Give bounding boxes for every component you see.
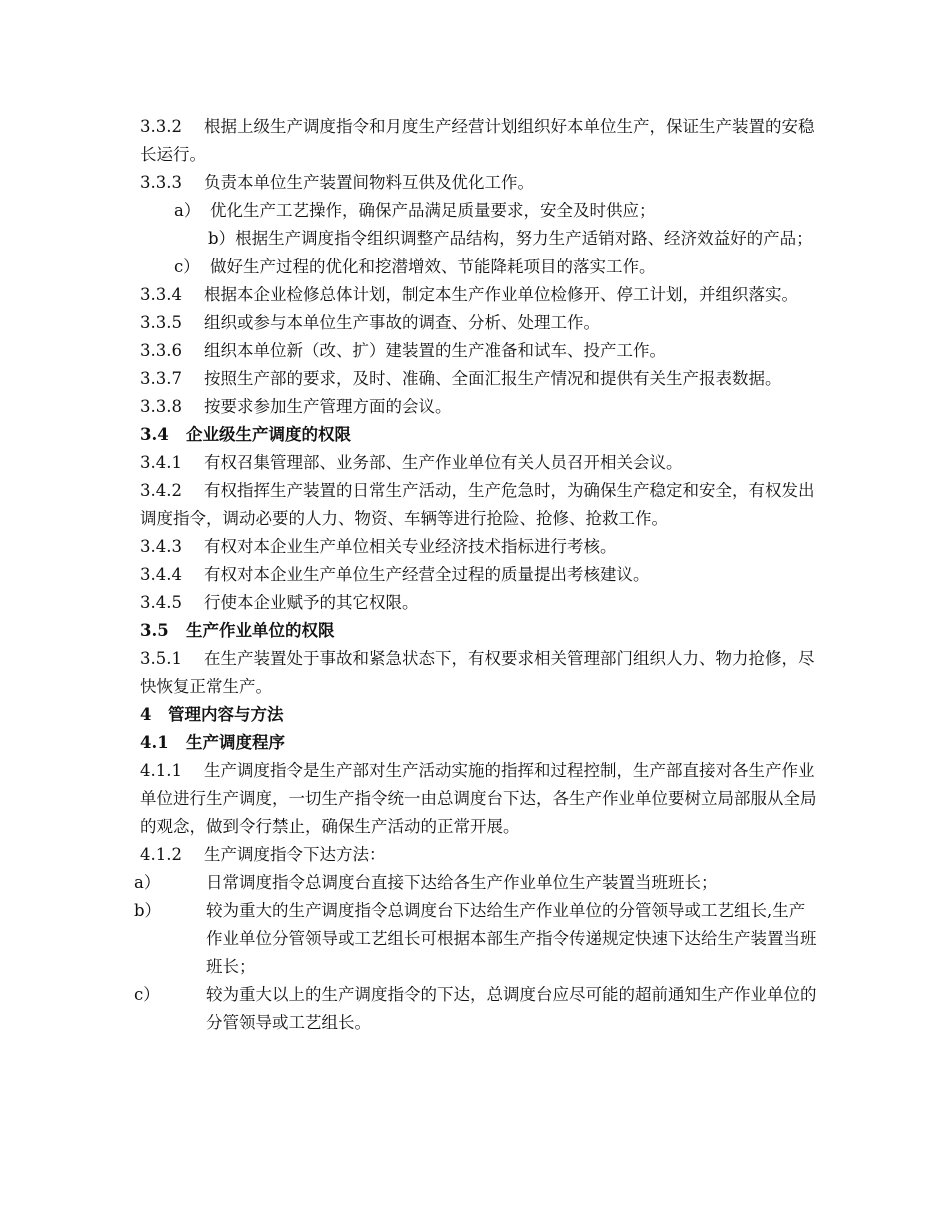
clause-number: 3.3.8 (140, 397, 182, 416)
list-item-text: 根据生产调度指令组织调整产品结构，努力生产适销对路、经济效益好的产品； (235, 229, 813, 248)
chapter-title: 管理内容与方法 (168, 705, 284, 724)
clause-number: 3.4.3 (140, 537, 182, 556)
clause-text: 根据上级生产调度指令和月度生产经营计划组织好本单位生产，保证生产装置的安稳长运行。 (140, 117, 815, 164)
clause-3-3-3 (140, 169, 820, 197)
section-title: 企业级生产调度的权限 (186, 425, 351, 444)
clause-3-5-1 (140, 645, 820, 701)
clause-number: 3.3.7 (140, 369, 182, 388)
clause-text: 有权指挥生产装置的日常生产活动，生产危急时，为确保生产稳定和安全，有权发出调度指令，调动必要的人力、物资、车辆等进行抢险、抢修、抢救工作。 (140, 481, 815, 528)
clause-3-4-4 (140, 561, 820, 589)
section-number: 3.5 (140, 621, 169, 640)
clause-text: 按照生产部的要求，及时、准确、全面汇报生产情况和提供有关生产报表数据。 (204, 369, 782, 388)
list-item-c-2 (134, 981, 820, 1037)
clause-3-4-2 (140, 477, 820, 533)
clause-text: 生产调度指令下达方法： (204, 845, 386, 864)
list-item-text: 较为重大的生产调度指令总调度台下达给生产作业单位的分管领导或工艺组长,生产作业单位分管领导或工艺组长可根据本部生产指令传递规定快速下达给生产装置当班班长； (206, 901, 817, 976)
list-item-a-2 (134, 869, 820, 897)
list-item-text: 日常调度指令总调度台直接下达给各生产作业单位生产装置当班班长； (206, 873, 718, 892)
clause-number: 3.3.4 (140, 285, 182, 304)
clause-number: 4.1.2 (140, 845, 182, 864)
clause-text: 根据本企业检修总体计划，制定本生产作业单位检修开、停工计划，并组织落实。 (204, 285, 798, 304)
section-title: 生产调度程序 (186, 733, 285, 752)
clause-3-3-2 (140, 113, 820, 169)
clause-3-3-7 (140, 365, 820, 393)
clause-text: 按要求参加生产管理方面的会议。 (204, 397, 452, 416)
clause-text: 有权对本企业生产单位相关专业经济技术指标进行考核。 (204, 537, 617, 556)
clause-number: 3.3.2 (140, 117, 182, 136)
list-marker: b） (208, 229, 236, 248)
list-marker: c） (134, 985, 160, 1004)
section-heading-3-5 (140, 617, 820, 645)
clause-number: 3.3.3 (140, 173, 182, 192)
clause-text: 组织或参与本单位生产事故的调查、分析、处理工作。 (204, 313, 600, 332)
clause-number: 3.4.2 (140, 481, 182, 500)
clause-text: 在生产装置处于事故和紧急状态下，有权要求相关管理部门组织人力、物力抢修，尽快恢复正常生产。 (140, 649, 815, 696)
clause-number: 3.4.1 (140, 453, 182, 472)
clause-4-1-1 (140, 757, 820, 841)
list-marker: c） (174, 257, 200, 276)
clause-text: 有权召集管理部、业务部、生产作业单位有关人员召开相关会议。 (204, 453, 683, 472)
clause-text: 行使本企业赋予的其它权限。 (204, 593, 419, 612)
clause-text: 生产调度指令是生产部对生产活动实施的指挥和过程控制，生产部直接对各生产作业单位进行生产调度，一切生产指令统一由总调度台下达，各生产作业单位要树立局部服从全局的观念，做到令行禁止，确保生产活动的正常开展。 (140, 761, 817, 836)
clause-number: 3.5.1 (140, 649, 182, 668)
list-item-c (140, 253, 820, 281)
clause-number: 4.1.1 (140, 761, 182, 780)
list-item-b-2 (134, 897, 820, 981)
clause-number: 3.4.4 (140, 565, 182, 584)
clause-text: 组织本单位新（改、扩）建装置的生产准备和试车、投产工作。 (204, 341, 666, 360)
list-marker: a） (134, 873, 161, 892)
list-item-a (140, 197, 820, 225)
clause-number: 3.3.5 (140, 313, 182, 332)
section-title: 生产作业单位的权限 (186, 621, 335, 640)
section-heading-3-4 (140, 421, 820, 449)
section-number: 3.4 (140, 425, 169, 444)
document-page (134, 113, 820, 1037)
list-item-text: 优化生产工艺操作，确保产品满足质量要求，安全及时供应； (210, 201, 656, 220)
clause-3-4-1 (140, 449, 820, 477)
list-item-text: 较为重大以上的生产调度指令的下达，总调度台应尽可能的超前通知生产作业单位的分管领导或工艺组长。 (206, 985, 817, 1032)
chapter-number: 4 (140, 705, 152, 724)
clause-3-3-6 (140, 337, 820, 365)
clause-3-4-3 (140, 533, 820, 561)
clause-3-3-4 (140, 281, 820, 309)
chapter-heading-4 (140, 701, 820, 729)
clause-3-3-5 (140, 309, 820, 337)
list-marker: b） (134, 901, 162, 920)
clause-number: 3.3.6 (140, 341, 182, 360)
clause-number: 3.4.5 (140, 593, 182, 612)
list-marker: a） (174, 201, 201, 220)
clause-text: 负责本单位生产装置间物料互供及优化工作。 (204, 173, 534, 192)
clause-4-1-2 (140, 841, 820, 869)
clause-text: 有权对本企业生产单位生产经营全过程的质量提出考核建议。 (204, 565, 650, 584)
list-item-text: 做好生产过程的优化和挖潜增效、节能降耗项目的落实工作。 (210, 257, 656, 276)
section-number: 4.1 (140, 733, 169, 752)
clause-3-4-5 (140, 589, 820, 617)
section-heading-4-1 (140, 729, 820, 757)
list-item-b (140, 225, 820, 253)
clause-3-3-8 (140, 393, 820, 421)
